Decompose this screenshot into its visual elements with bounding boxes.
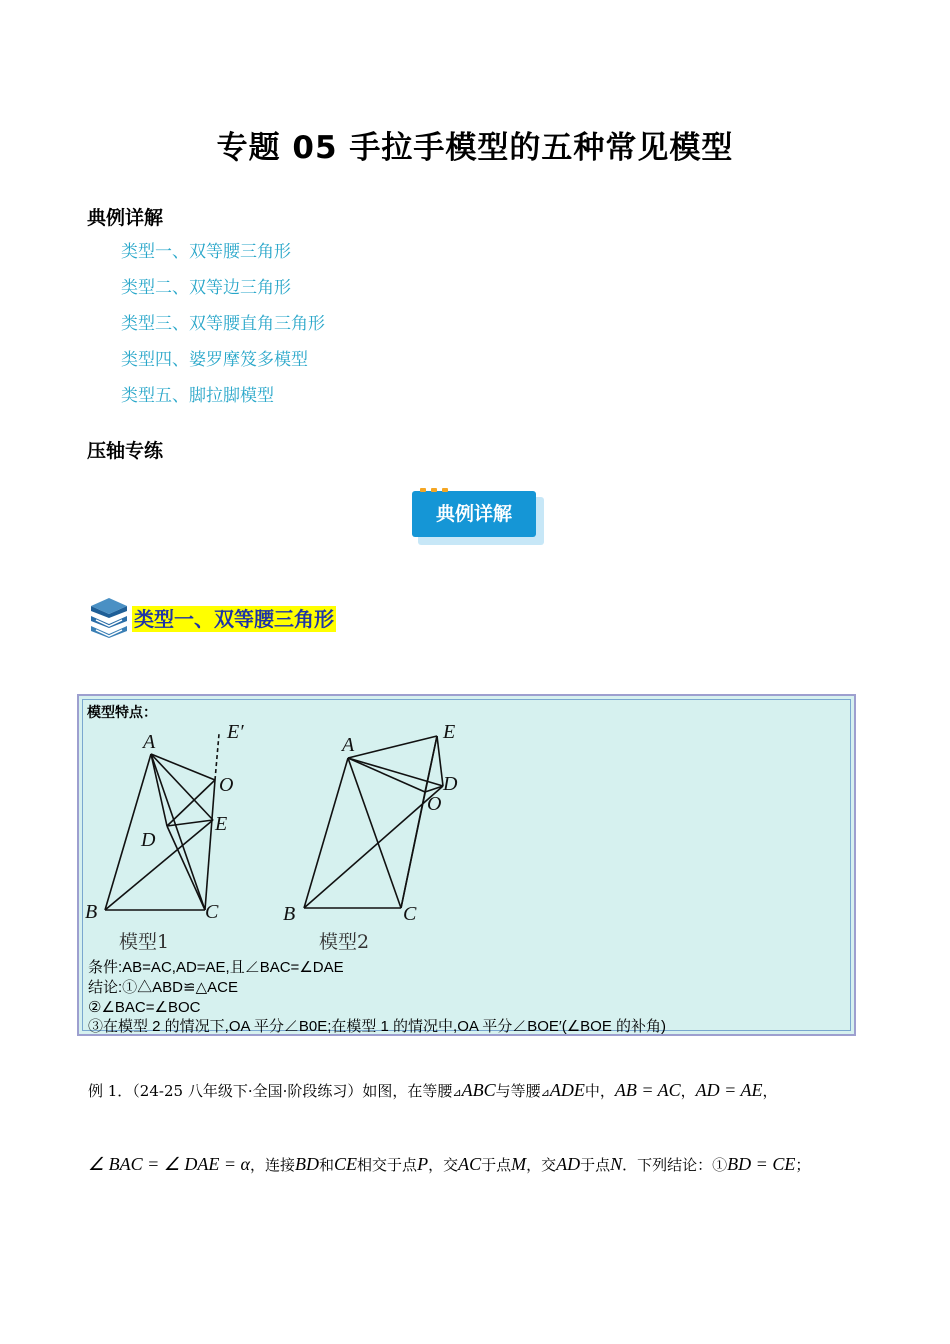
model2-label-B: B — [283, 903, 296, 925]
example-1-text6: 于点 — [580, 1156, 611, 1174]
model2-label-A: A — [342, 734, 355, 756]
toc-item-type2[interactable]: 类型二、双等边三角形 — [121, 278, 291, 298]
example-1-text4: 于点 — [481, 1156, 512, 1174]
model-conclusion-2: ②∠BAC=∠BOC — [88, 999, 201, 1016]
model2-label-D: D — [443, 773, 458, 795]
example-1-line-1: 例 1．（24-25 八年级下·全国·阶段练习）如图，在等腰⊿ABC与等腰⊿ADE中，AB = AC，AD = AE， — [88, 1080, 778, 1100]
model-conclusion-3: ③在模型 2 的情况下,OA 平分∠B0E;在模型 1 的情况中,OA 平分∠BOE′(∠BOE 的补角) — [88, 1018, 667, 1035]
example-1-angle-eq: ∠ BAC = ∠ DAE = α — [88, 1154, 250, 1174]
example-1-line-2 — [88, 1152, 888, 1177]
toc-item-type3[interactable]: 类型三、双等腰直角三角形 — [121, 314, 325, 334]
toc-item-type5[interactable]: 类型五、脚拉脚模型 — [121, 386, 274, 406]
example-1-AD: AD — [556, 1154, 581, 1174]
toc-list — [121, 240, 325, 420]
example-1-tri2: ADE — [549, 1080, 585, 1100]
example-1-end: ； — [795, 1156, 811, 1174]
example-1-prefix: 例 1．（24-25 八年级下·全国·阶段练习）如图，在等腰 — [88, 1082, 453, 1100]
model1-label-Eprime: E′ — [227, 721, 244, 743]
example-1-text3: ，交 — [428, 1156, 459, 1174]
example-1-text5: ，交 — [526, 1156, 557, 1174]
examples-badge — [412, 491, 546, 547]
type1-label: 类型一、双等腰三角形 — [134, 607, 334, 631]
example-1-CE: CE — [334, 1154, 358, 1174]
example-1-eq2: AD = AE — [695, 1080, 763, 1100]
model1-label-E: E — [215, 813, 228, 835]
examples-badge-label: 典例详解 — [412, 491, 536, 537]
model-features-heading: 模型特点： — [87, 705, 157, 721]
model-features-box — [77, 694, 856, 1036]
example-1-P: P — [417, 1154, 429, 1174]
example-1-tri1: ABC — [461, 1080, 496, 1100]
practice-heading: 压轴专练 — [87, 440, 164, 462]
model2-label-O: O — [427, 793, 442, 815]
example-1-mid1: 与等腰 — [495, 1082, 541, 1100]
model-conclusion-1: 结论:①△ABD≌△ACE — [88, 979, 238, 996]
model2-label-E: E — [443, 721, 456, 743]
model2-label-C: C — [403, 903, 417, 925]
page-title: 专题 05 手拉手模型的五种常见模型 — [216, 130, 734, 166]
example-1-text1: ，连接 — [250, 1156, 296, 1174]
example-1-M: M — [511, 1154, 527, 1174]
toc-item-type4[interactable]: 类型四、婆罗摩笈多模型 — [121, 350, 308, 370]
example-1-mid2: 中， — [584, 1082, 615, 1100]
model1-caption: 模型1 — [119, 931, 170, 953]
example-1-AC: AC — [458, 1154, 482, 1174]
example-1-text2: 相交于点 — [357, 1156, 418, 1174]
books-icon — [87, 596, 131, 638]
example-1-text7: ．下列结论：① — [622, 1156, 728, 1174]
example-1-he: 和 — [319, 1156, 335, 1174]
example-1-eq1: AB = AC — [614, 1080, 681, 1100]
badge-dots-icon — [420, 488, 448, 492]
example-1-comma1: ， — [680, 1082, 696, 1100]
model1-label-O: O — [219, 774, 234, 796]
model1-label-B: B — [85, 901, 98, 923]
example-1-comma2: ， — [762, 1082, 778, 1100]
toc-item-type1[interactable]: 类型一、双等腰三角形 — [121, 242, 291, 262]
model1-label-A: A — [143, 731, 156, 753]
model1-figure — [105, 734, 219, 910]
model2-figure — [304, 736, 443, 908]
example-1-conclusion: BD = CE — [727, 1154, 796, 1174]
example-1-BD: BD — [295, 1154, 320, 1174]
type1-header — [87, 596, 387, 640]
example-1-N: N — [610, 1154, 623, 1174]
examples-heading: 典例详解 — [87, 207, 164, 229]
model2-caption: 模型2 — [319, 931, 370, 953]
model1-label-D: D — [141, 829, 156, 851]
model1-label-C: C — [205, 901, 219, 923]
model-condition: 条件:AB=AC,AD=AE,且∠BAC=∠DAE — [88, 959, 344, 976]
